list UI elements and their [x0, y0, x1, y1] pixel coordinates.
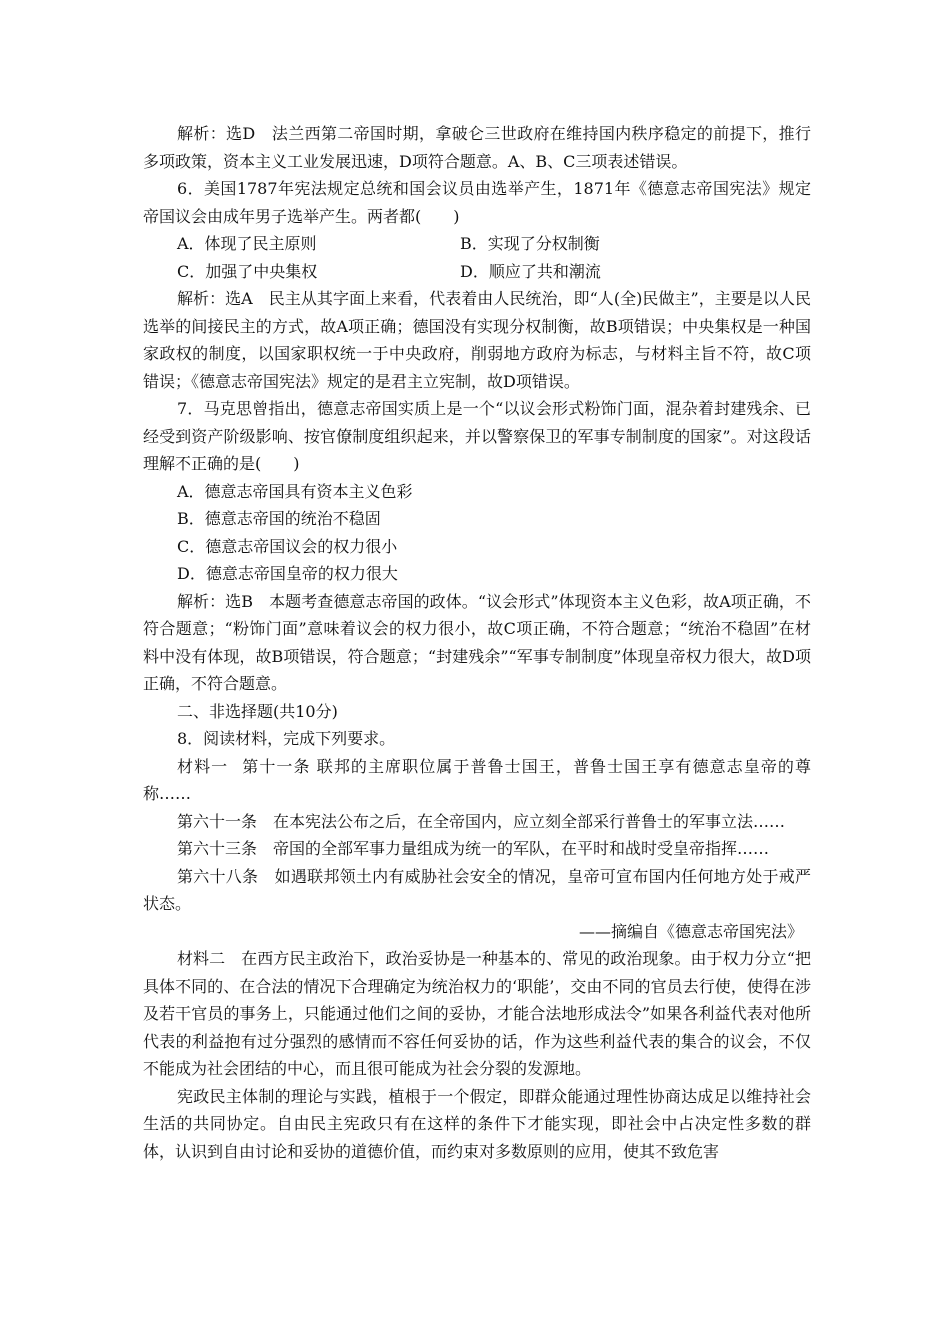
q6-options-row-1 — [143, 230, 811, 258]
q6-option-d: D．顺应了共和潮流 — [460, 261, 601, 281]
material2-paragraph-1: 材料二 在西方民主政治下，政治妥协是一种基本的、常见的政治现象。由于权力分立“把具体不同的、在合法的情况下合理确定为统治权力的‘职能’，交由不同的官员去行使，使得在涉及若干官员的事务上，只能通过他们之间的妥协，才能合法地形成法令”如果各利益代表对他所代表的利益抱有过分强烈的感情而不容任何妥协的话，作为这些利益代表的集合的议会，不仅不能成为社会团结的中心，而且很可能成为社会分裂的发源地。 — [143, 949, 811, 1078]
material2-paragraph-2: 宪政民主体制的理论与实践，植根于一个假定，即群众能通过理性协商达成足以维持社会生活的共同协定。自由民主宪政只有在这样的条件下才能实现，即社会中占决定性多数的群体，认识到自由讨论和妥协的道德价值，而约束对多数原则的应用，使其不致危害 — [143, 1086, 811, 1161]
material1-article-11 — [143, 753, 811, 808]
q7-option-d: D．德意志帝国皇帝的权力很大 — [177, 564, 398, 583]
q6-option-c: C．加强了中央集权 — [177, 261, 318, 281]
q6-options-row-2 — [143, 258, 811, 286]
section-heading: 二、非选择题(共10分) — [177, 701, 338, 721]
q7-option-a: A．德意志帝国具有资本主义色彩 — [177, 481, 413, 501]
document-body — [143, 120, 811, 1165]
q6-option-a: A．体现了民主原则 — [177, 234, 317, 253]
q8-stem: 8．阅读材料，完成下列要求。 — [177, 729, 396, 748]
q6-option-b: B．实现了分权制衡 — [460, 234, 600, 253]
q5-analysis: 解析：选D 法兰西第二帝国时期，拿破仑三世政府在维持国内秩序稳定的前提下，推行多项政策，资本主义工业发展迅速，D项符合题意。A、B、C三项表述错误。 — [143, 124, 811, 171]
material1-article-11-text: 第十一条 联邦的主席职位属于普鲁士国王，普鲁士国王享有德意志皇帝的尊称…… — [143, 756, 811, 803]
material1-article-68: 第六十八条 如遇联邦领土内有威胁社会安全的情况，皇帝可宣布国内任何地方处于戒严状态。 — [143, 866, 811, 913]
material1-source: ——摘编自《德意志帝国宪法》 — [578, 921, 803, 941]
material1-label: 材料一 — [177, 756, 229, 776]
q6-analysis: 解析：选A 民主从其字面上来看，代表着由人民统治，即“人(全)民做主”，主要是以人民选举的间接民主的方式，故A项正确；德国没有实现分权制衡，故B项错误；中央集权是一种国家政权的制度，以国家职权统一于中央政府，削弱地方政府为标志，与材料主旨不符，故C项错误；《德意志帝国宪法》规定的是君主立宪制，故D项错误。 — [143, 289, 811, 391]
q6-stem: 6．美国1787年宪法规定总统和国会议员由选举产生，1871年《德意志帝国宪法》规定帝国议会由成年男子选举产生。两者都( ) — [143, 179, 811, 226]
q7-analysis: 解析：选B 本题考查德意志帝国的政体。“议会形式”体现资本主义色彩，故A项正确，不符合题意；“粉饰门面”意味着议会的权力很小，故C项正确，不符合题意；“统治不稳固”在材料中没有体现，故B项错误，符合题意；“封建残余”“军事专制制度”体现皇帝权力很大，故D项正确，不符合题意。 — [143, 591, 811, 693]
material1-article-61: 第六十一条 在本宪法公布之后，在全帝国内，应立刻全部采行普鲁士的军事立法…… — [177, 811, 786, 831]
q7-option-b: B．德意志帝国的统治不稳固 — [177, 509, 381, 528]
q7-option-c: C．德意志帝国议会的权力很小 — [177, 536, 398, 556]
q7-stem: 7．马克思曾指出，德意志帝国实质上是一个“以议会形式粉饰门面，混杂着封建残余、已经受到资产阶级影响、按官僚制度组织起来，并以警察保卫的军事专制制度的国家”。对这段话理解不正确的是( ) — [143, 399, 811, 473]
material1-article-63: 第六十三条 帝国的全部军事力量组成为统一的军队，在平时和战时受皇帝指挥…… — [177, 839, 770, 858]
